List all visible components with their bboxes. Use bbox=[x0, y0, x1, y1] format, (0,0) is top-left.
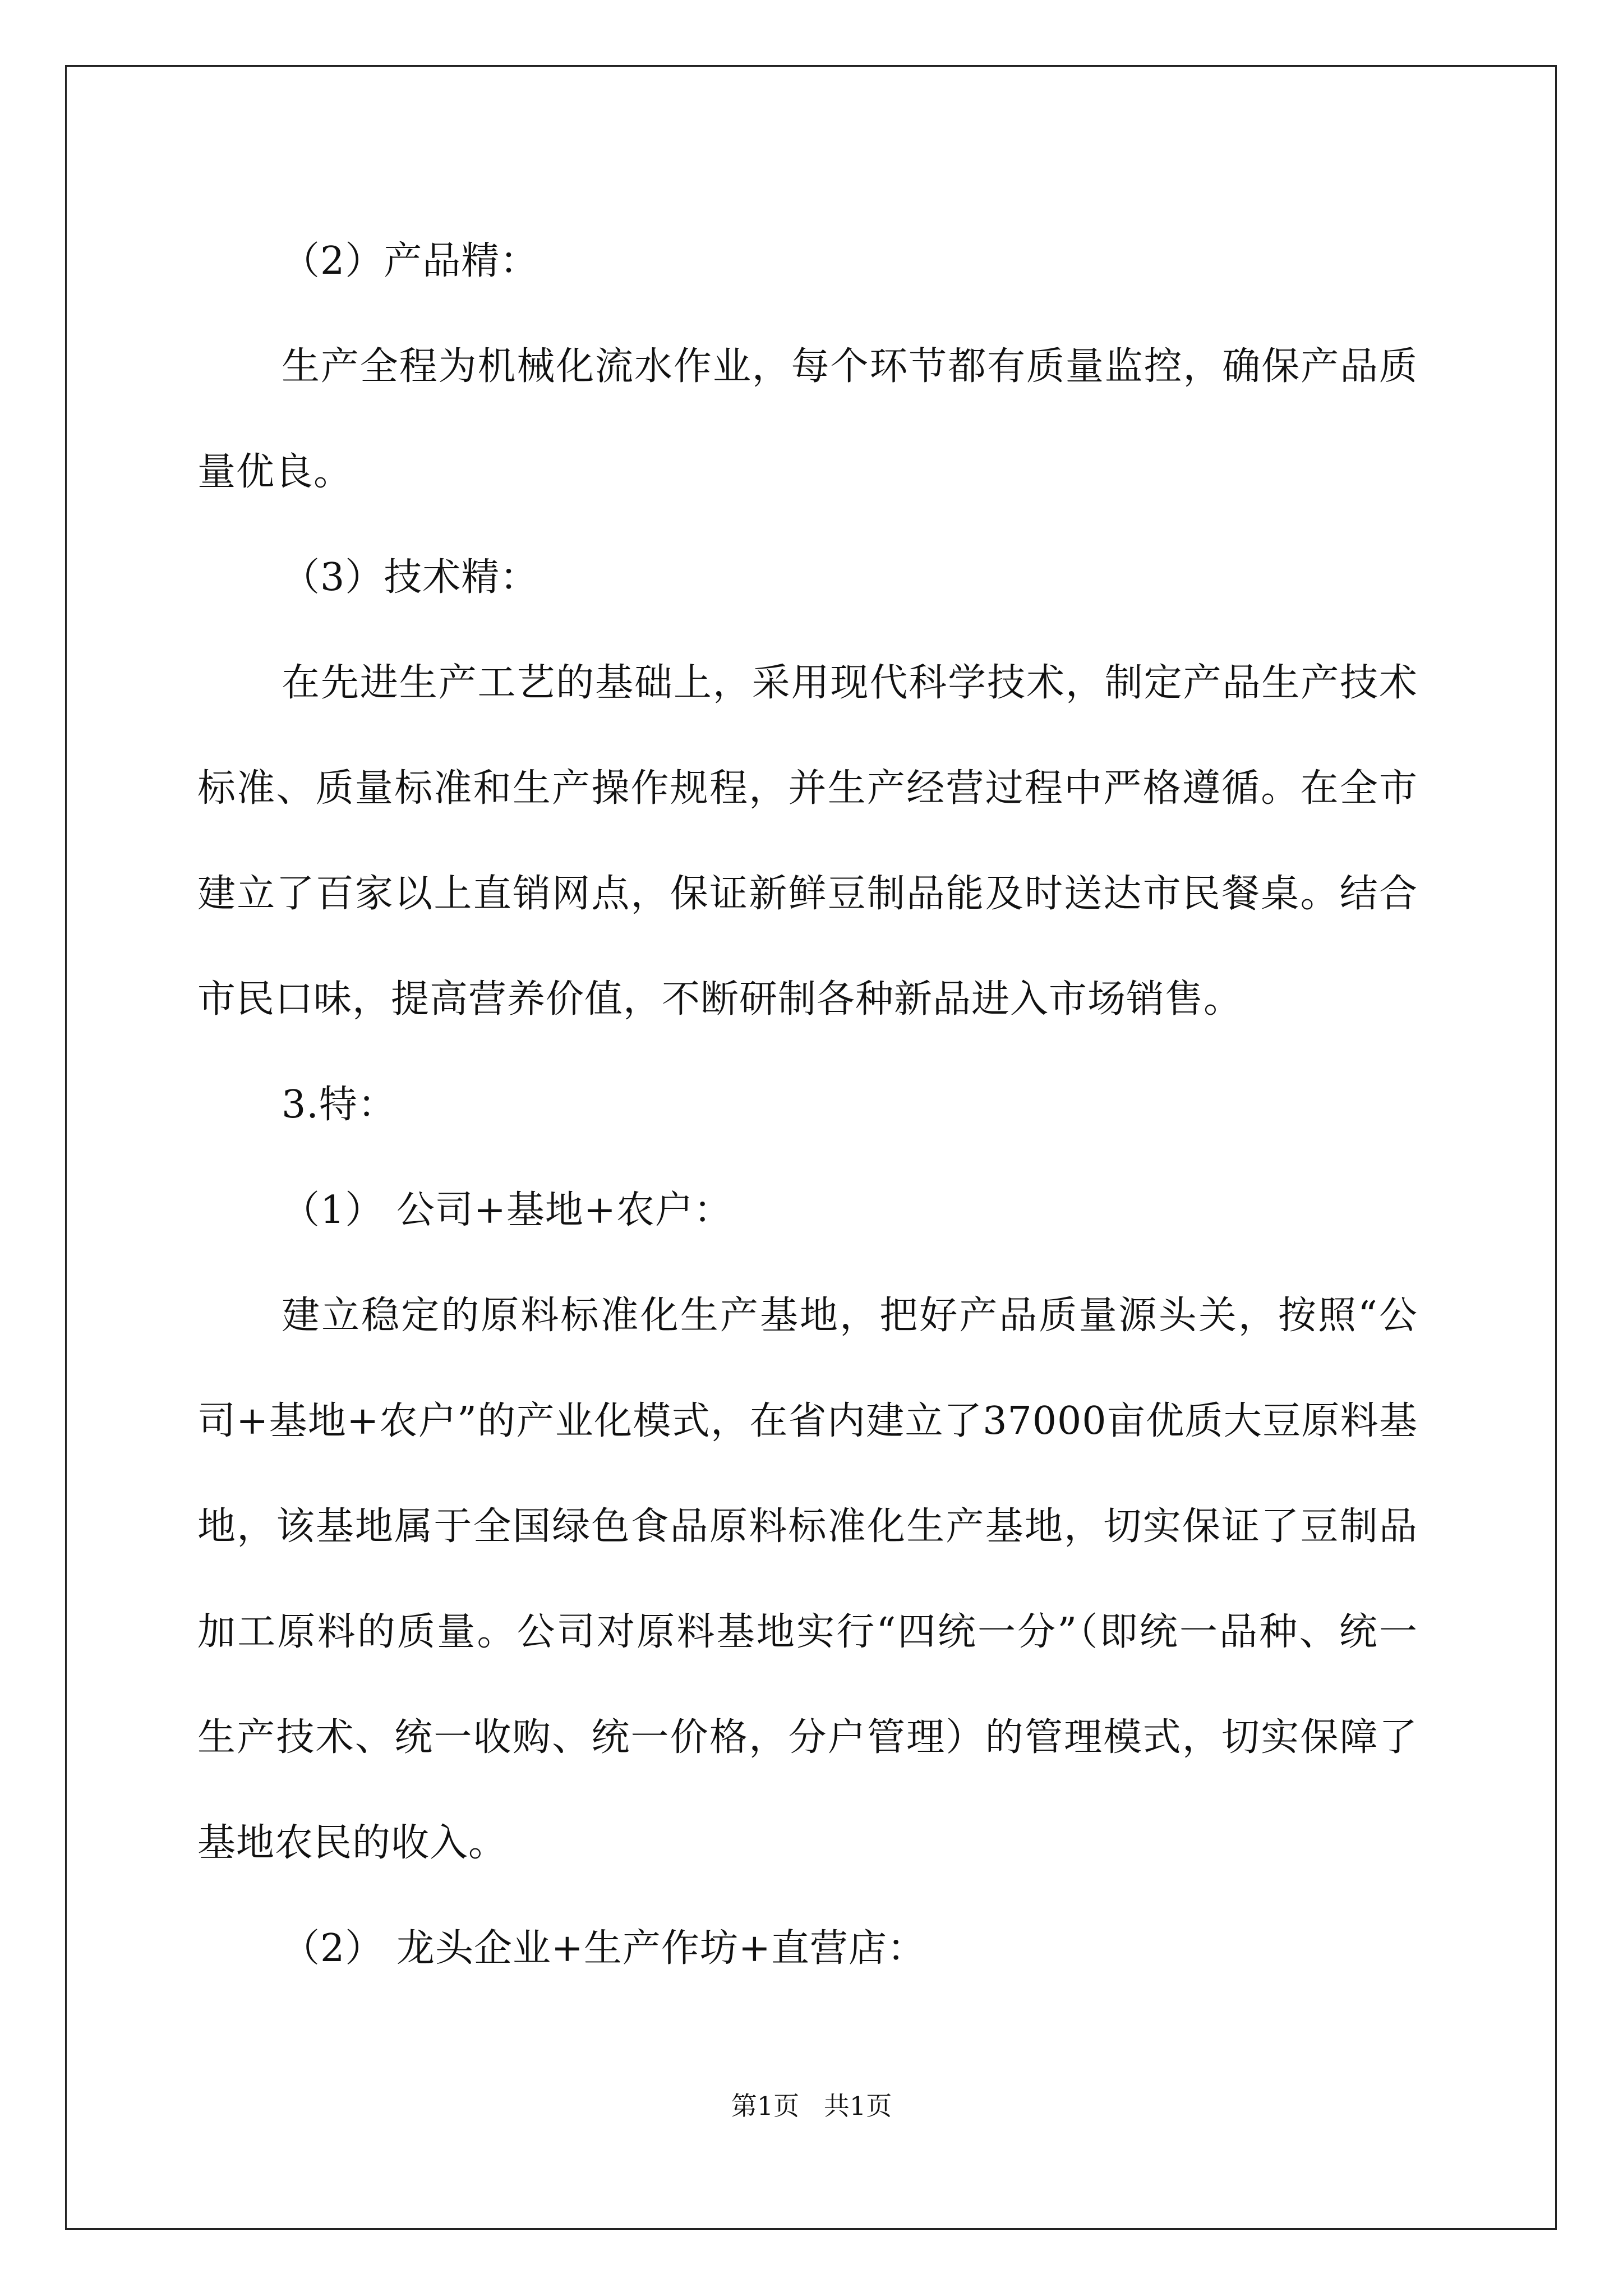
heading-special: 3.特： bbox=[282, 1083, 396, 1127]
paragraph-raw-material-base: 建立稳定的原料标准化生产基地，把好产品质量源头关，按照“公司+基地+农户”的产业化模式，在省内建立了37000亩优质大豆原料基地，该基地属于全国绿色食品原料标准化生产基地，切实保证了豆制品加工原料的质量。公司对原料基地实行“四统一分”（即统一品种、统一生产技术、统一收购、统一价格，分户管理）的管理模式，切实保障了基地农民的收入。 bbox=[197, 1294, 1418, 1865]
paragraph-product-quality: 生产全程为机械化流水作业，每个环节都有质量监控，确保产品质量优良。 bbox=[197, 344, 1418, 494]
paragraph-technology: 在先进生产工艺的基础上，采用现代科学技术，制定产品生产技术标准、质量标准和生产操作规程，并生产经营过程中严格遵循。在全市建立了百家以上直销网点，保证新鲜豆制品能及时送达市民餐桌。结合市民口味，提高营养价值，不断研制各种新品进入市场销售。 bbox=[197, 661, 1418, 1022]
heading-company-base-farmer: （1） 公司+基地+农户： bbox=[282, 1188, 732, 1232]
heading-technology-refined: （3）技术精： bbox=[282, 555, 539, 600]
heading-leading-enterprise: （2） 龙头企业+生产作坊+直营店： bbox=[282, 1926, 926, 1971]
document-body bbox=[197, 209, 1418, 2001]
heading-product-refined: （2）产品精： bbox=[282, 239, 539, 283]
page-footer: 第1页 共1页 bbox=[731, 2091, 892, 2121]
